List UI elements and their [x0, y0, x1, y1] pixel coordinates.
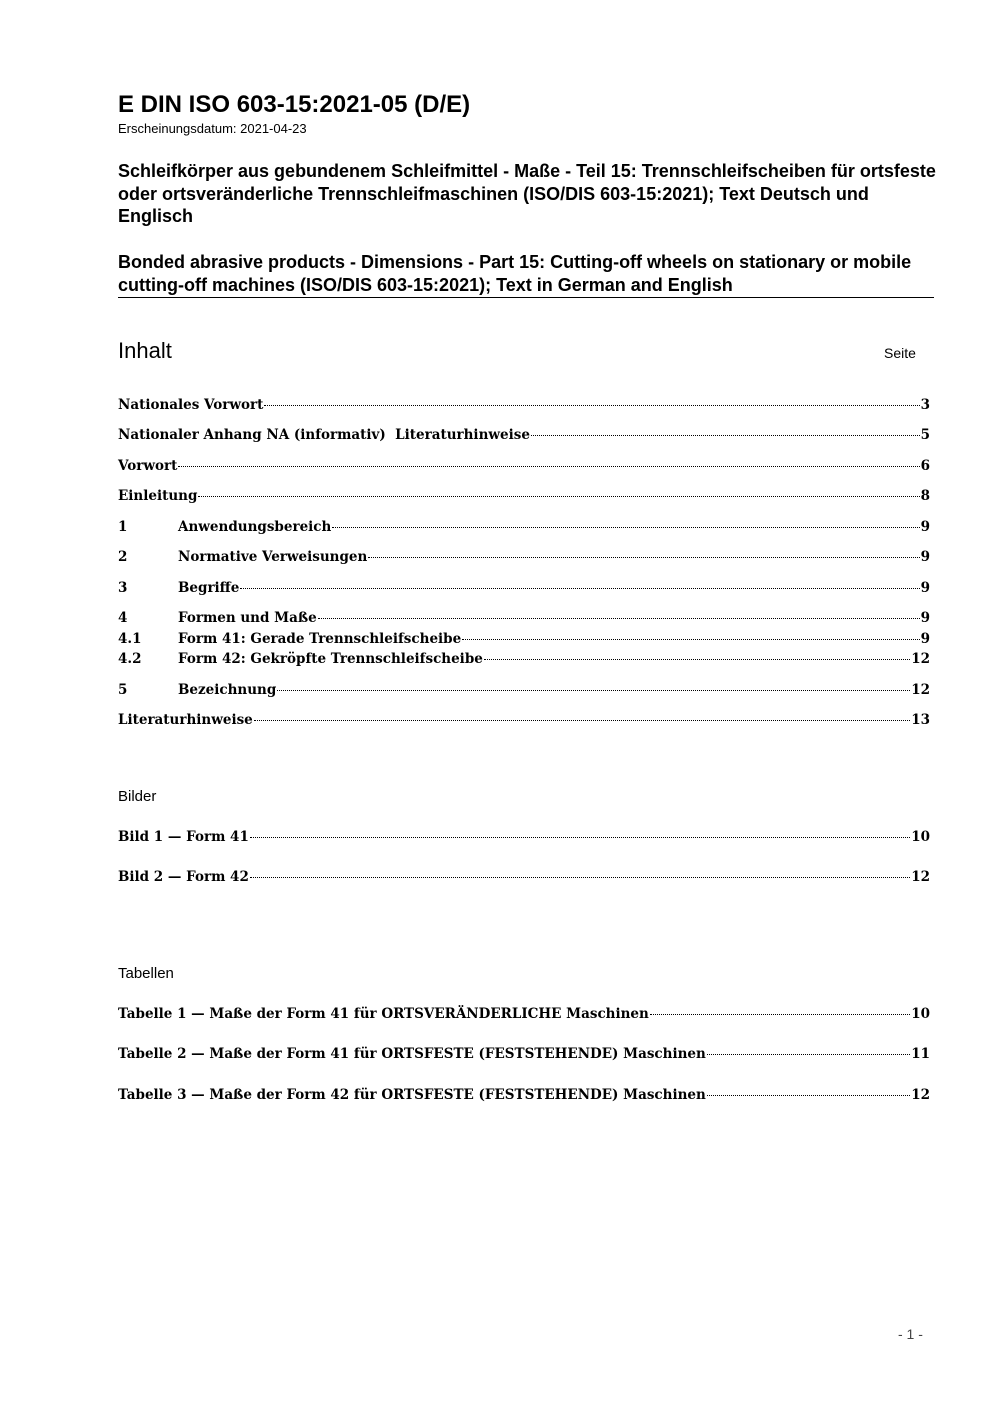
toc-entry-page: 9: [920, 631, 930, 647]
toc-leader-dots: [484, 659, 910, 660]
toc-entry-number: 1: [118, 519, 128, 535]
figure-entry[interactable]: [118, 868, 930, 886]
toc-entry-title: Form 42: Gekröpfte Trennschleifscheibe: [178, 651, 483, 667]
toc-entry[interactable]: [118, 518, 930, 536]
toc-leader-dots: [254, 720, 910, 721]
toc-entry-title: Nationaler Anhang NA (informativ) Literaturhinweise: [118, 427, 530, 443]
toc-entry-number: 5: [118, 682, 128, 698]
title-divider: [118, 297, 934, 298]
figure-entry-page: 10: [911, 829, 930, 845]
toc-entry-number: 4: [118, 610, 128, 626]
toc-entry-page: 12: [911, 682, 930, 698]
toc-leader-dots: [250, 837, 910, 838]
toc-entry-page: 8: [920, 488, 930, 504]
table-entry-page: 12: [911, 1087, 930, 1103]
toc-entry[interactable]: [118, 426, 930, 444]
toc-leader-dots: [250, 877, 910, 878]
table-entry-title: Tabelle 3 — Maße der Form 42 für ORTSFESTE (FESTSTEHENDE) Maschinen: [118, 1087, 706, 1103]
toc-entry[interactable]: [118, 457, 930, 475]
toc-entry[interactable]: [118, 711, 930, 729]
toc-leader-dots: [277, 690, 910, 691]
toc-entry-title: Nationales Vorwort: [118, 397, 264, 413]
toc-entry[interactable]: [118, 396, 930, 414]
toc-entry-page: 9: [920, 549, 930, 565]
toc-entry[interactable]: [118, 548, 930, 566]
toc-leader-dots: [531, 435, 920, 436]
toc-entry-page: 6: [920, 458, 930, 474]
toc-leader-dots: [240, 588, 919, 589]
toc-entry-number: 4.2: [118, 651, 142, 667]
title-german: Schleifkörper aus gebundenem Schleifmittel - Maße - Teil 15: Trennschleifscheiben für ortsfeste oder ortsveränderliche Trennschleifmaschinen (ISO/DIS 603-15:2021); Text Deutsch und Englisch: [118, 161, 936, 226]
document-id: E DIN ISO 603-15:2021-05 (D/E): [118, 91, 471, 118]
toc-leader-dots: [198, 496, 919, 497]
toc-entry-number: 4.1: [118, 631, 142, 647]
table-entry-page: 11: [911, 1046, 930, 1062]
toc-entry[interactable]: [118, 609, 930, 627]
toc-leader-dots: [707, 1054, 910, 1055]
publication-date: Erscheinungsdatum: 2021-04-23: [118, 121, 307, 136]
tables-heading: Tabellen: [118, 965, 174, 982]
toc-entry[interactable]: [118, 630, 930, 648]
toc-entry-title: Bezeichnung: [178, 682, 277, 698]
toc-entry-page: 9: [920, 580, 930, 596]
toc-entry-title: Literaturhinweise: [118, 712, 253, 728]
table-entry[interactable]: [118, 1086, 930, 1104]
toc-heading: Inhalt: [118, 338, 172, 363]
toc-entry[interactable]: [118, 650, 930, 668]
toc-entry-page: 9: [920, 519, 930, 535]
toc-entry-title: Einleitung: [118, 488, 198, 504]
toc-entry-title: Form 41: Gerade Trennschleifscheibe: [178, 631, 462, 647]
figure-entry[interactable]: [118, 828, 930, 846]
toc-entry-title: Anwendungsbereich: [178, 519, 332, 535]
toc-leader-dots: [178, 466, 919, 467]
toc-entry[interactable]: [118, 579, 930, 597]
toc-entry-page: 12: [911, 651, 930, 667]
toc-leader-dots: [332, 527, 919, 528]
toc-entry-page: 3: [920, 397, 930, 413]
table-entry-page: 10: [911, 1006, 930, 1022]
toc-entry-page: 5: [920, 427, 930, 443]
toc-page-column-label: Seite: [884, 345, 916, 361]
table-entry[interactable]: [118, 1005, 930, 1023]
page-number: - 1 -: [898, 1326, 923, 1342]
table-entry-title: Tabelle 2 — Maße der Form 41 für ORTSFESTE (FESTSTEHENDE) Maschinen: [118, 1046, 706, 1062]
toc-leader-dots: [264, 405, 919, 406]
figures-heading: Bilder: [118, 788, 157, 805]
toc-entry-number: 3: [118, 580, 128, 596]
toc-leader-dots: [707, 1095, 910, 1096]
toc-entry[interactable]: [118, 487, 930, 505]
toc-entry-title: Begriffe: [178, 580, 240, 596]
figure-entry-page: 12: [911, 869, 930, 885]
figure-entry-title: Bild 1 — Form 41: [118, 829, 249, 845]
toc-entry[interactable]: [118, 681, 930, 699]
toc-entry-page: 9: [920, 610, 930, 626]
toc-entry-title: Formen und Maße: [178, 610, 317, 626]
toc-entry-title: Normative Verweisungen: [178, 549, 368, 565]
table-entry[interactable]: [118, 1045, 930, 1063]
toc-leader-dots: [368, 557, 919, 558]
toc-leader-dots: [650, 1014, 910, 1015]
toc-leader-dots: [318, 618, 920, 619]
figure-entry-title: Bild 2 — Form 42: [118, 869, 249, 885]
toc-leader-dots: [462, 639, 919, 640]
table-entry-title: Tabelle 1 — Maße der Form 41 für ORTSVERÄNDERLICHE Maschinen: [118, 1006, 649, 1022]
toc-entry-number: 2: [118, 549, 128, 565]
toc-entry-title: Vorwort: [118, 458, 178, 474]
toc-entry-page: 13: [911, 712, 930, 728]
title-english: Bonded abrasive products - Dimensions - Part 15: Cutting-off wheels on stationary or mobile cutting-off machines (ISO/DIS 603-15:2021); Text in German and English: [118, 252, 912, 295]
